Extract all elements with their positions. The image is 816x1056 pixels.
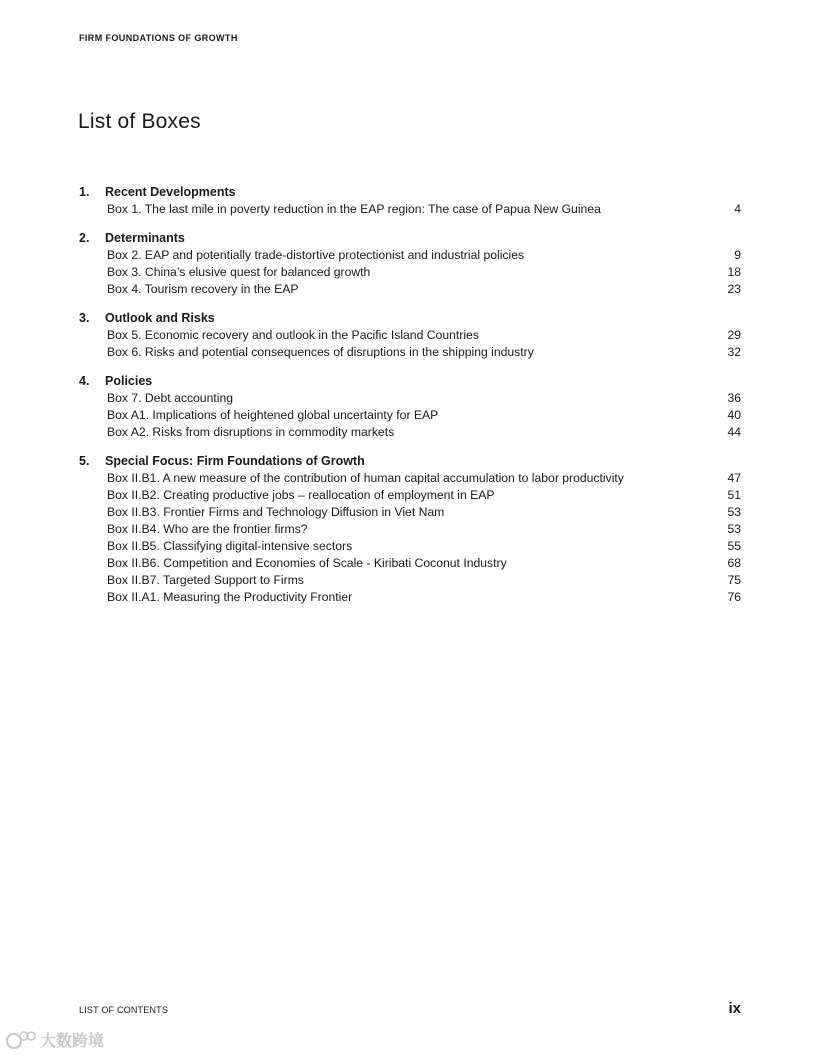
box-entry-page: 29 [727, 328, 741, 342]
toc-section [79, 310, 741, 361]
toc-section [79, 230, 741, 298]
section-title: Recent Developments [105, 185, 236, 199]
box-entry-label: Box 1. The last mile in poverty reduction in the EAP region: The case of Papua New Guinea [107, 202, 601, 216]
section-number: 4. [79, 374, 90, 388]
box-entry[interactable] [79, 470, 741, 487]
box-entry-page: 9 [734, 248, 741, 262]
box-entry[interactable] [79, 589, 741, 606]
box-entry[interactable] [79, 247, 741, 264]
box-entry-page: 55 [727, 539, 741, 553]
box-entry-label: Box 4. Tourism recovery in the EAP [107, 282, 299, 296]
watermark-logo-icon [6, 1030, 36, 1050]
box-entry[interactable] [79, 424, 741, 441]
running-header: FIRM FOUNDATIONS OF GROWTH [79, 33, 238, 43]
footer-section-label: LIST OF CONTENTS [79, 1005, 169, 1015]
box-entry[interactable] [79, 407, 741, 424]
box-entry-page: 68 [727, 556, 741, 570]
section-title: Outlook and Risks [105, 311, 215, 325]
section-number: 5. [79, 454, 90, 468]
section-number: 2. [79, 231, 90, 245]
box-list [79, 184, 741, 618]
box-entry[interactable] [79, 487, 741, 504]
page-title: List of Boxes [78, 110, 201, 133]
box-entry-label: Box 2. EAP and potentially trade-distortive protectionist and industrial policies [107, 248, 525, 262]
box-entry-page: 51 [727, 488, 741, 502]
box-entry-label: Box II.B1. A new measure of the contribution of human capital accumulation to labor productivity [107, 471, 624, 485]
box-entry-label: Box 3. China’s elusive quest for balanced growth [107, 265, 371, 279]
box-entry-label: Box II.B5. Classifying digital-intensive sectors [107, 539, 353, 553]
toc-section [79, 184, 741, 218]
box-entry-label: Box II.B2. Creating productive jobs – reallocation of employment in EAP [107, 488, 495, 502]
box-entry-page: 4 [734, 202, 741, 216]
section-title: Determinants [105, 231, 185, 245]
toc-section [79, 453, 741, 606]
section-heading [79, 453, 741, 470]
box-entry-label: Box II.B6. Competition and Economies of Scale - Kiribati Coconut Industry [107, 556, 507, 570]
box-entry[interactable] [79, 572, 741, 589]
box-entry[interactable] [79, 201, 741, 218]
box-entry-page: 53 [727, 505, 741, 519]
box-entry-page: 47 [727, 471, 741, 485]
box-entry-label: Box II.B4. Who are the frontier firms? [107, 522, 308, 536]
box-entry[interactable] [79, 390, 741, 407]
box-entry-page: 44 [727, 425, 741, 439]
section-title: Special Focus: Firm Foundations of Growth [105, 454, 365, 468]
box-entry-label: Box II.A1. Measuring the Productivity Frontier [107, 590, 353, 604]
box-entry-label: Box II.B7. Targeted Support to Firms [107, 573, 304, 587]
box-entry[interactable] [79, 521, 741, 538]
box-entry-page: 75 [727, 573, 741, 587]
box-entry-label: Box 7. Debt accounting [107, 391, 234, 405]
box-entry[interactable] [79, 327, 741, 344]
footer-page-number: ix [728, 1000, 741, 1017]
section-heading [79, 184, 741, 201]
section-number: 1. [79, 185, 90, 199]
section-title: Policies [105, 374, 153, 388]
box-entry-label: Box A1. Implications of heightened global uncertainty for EAP [107, 408, 439, 422]
box-entry-label: Box A2. Risks from disruptions in commodity markets [107, 425, 395, 439]
box-entry-label: Box II.B3. Frontier Firms and Technology Diffusion in Viet Nam [107, 505, 445, 519]
box-entry[interactable] [79, 504, 741, 521]
box-entry-page: 76 [727, 590, 741, 604]
watermark [6, 1028, 104, 1051]
box-entry[interactable] [79, 344, 741, 361]
box-entry[interactable] [79, 555, 741, 572]
watermark-text: 大数跨境 [40, 1033, 105, 1050]
box-entry-page: 36 [727, 391, 741, 405]
box-entry-page: 23 [727, 282, 741, 296]
section-heading [79, 373, 741, 390]
box-entry[interactable] [79, 264, 741, 281]
box-entry-label: Box 5. Economic recovery and outlook in the Pacific Island Countries [107, 328, 479, 342]
section-heading [79, 230, 741, 247]
toc-section [79, 373, 741, 441]
section-heading [79, 310, 741, 327]
box-entry-page: 18 [727, 265, 741, 279]
section-number: 3. [79, 311, 90, 325]
box-entry[interactable] [79, 538, 741, 555]
box-entry[interactable] [79, 281, 741, 298]
box-entry-label: Box 6. Risks and potential consequences of disruptions in the shipping industry [107, 345, 534, 359]
box-entry-page: 53 [727, 522, 741, 536]
box-entry-page: 40 [727, 408, 741, 422]
box-entry-page: 32 [727, 345, 741, 359]
